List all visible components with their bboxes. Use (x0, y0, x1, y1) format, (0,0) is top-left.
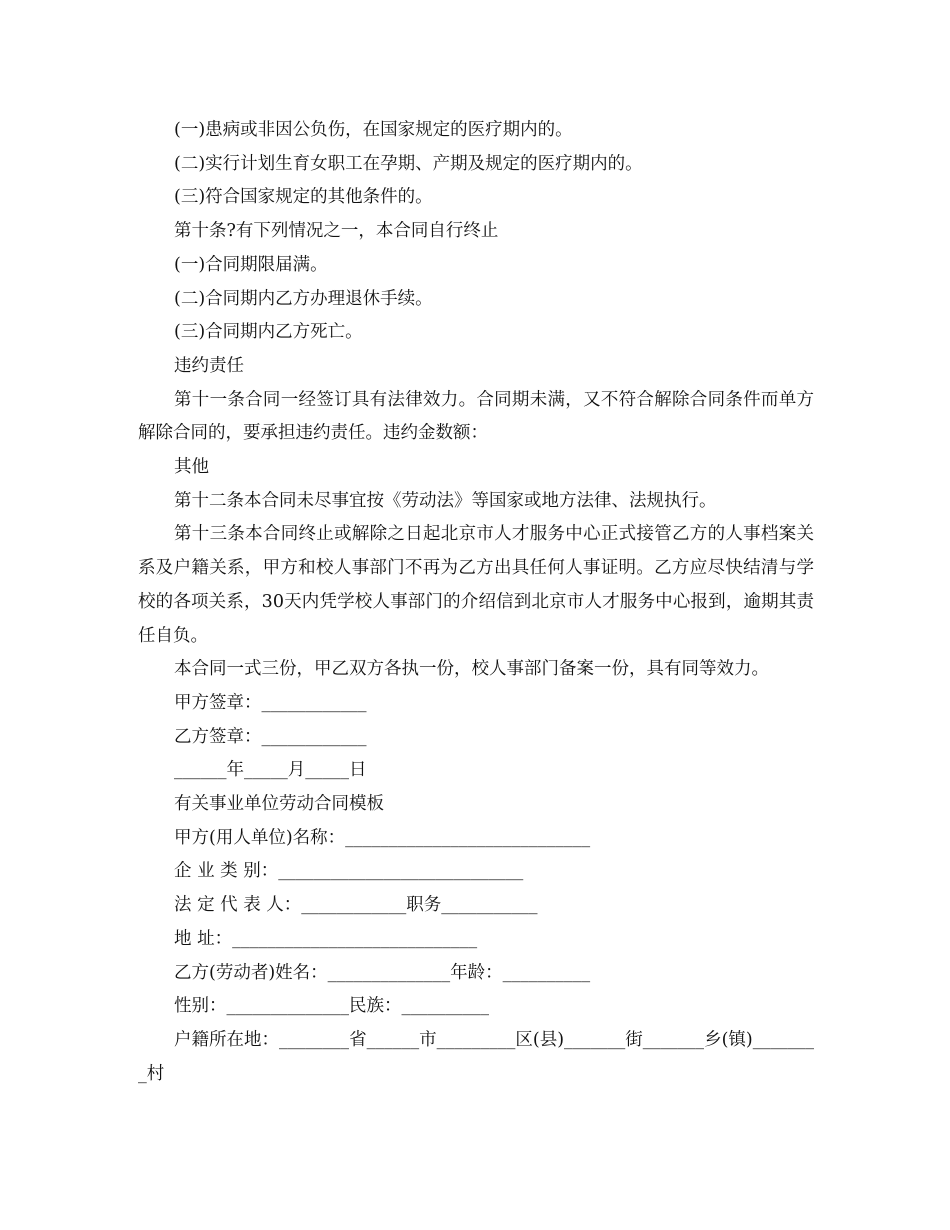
paragraph: (三)符合国家规定的其他条件的。 (174, 187, 433, 208)
form-field-line: 企 业 类 别：____________________________ (174, 861, 524, 882)
signature-line: 乙方签章：____________ (174, 726, 367, 747)
section-heading: 其他 (174, 457, 209, 478)
paragraph: (一)患病或非因公负伤，在国家规定的医疗期内的。 (174, 120, 573, 140)
form-field-line: 地 址：____________________________ (174, 928, 478, 949)
article-heading: 第十条?有下列情况之一，本合同自行终止 (174, 221, 499, 242)
template-title: 有关事业单位劳动合同模板 (174, 794, 384, 815)
form-field-line: 法 定 代 表 人：____________职务___________ (174, 895, 538, 916)
form-field-line: 户籍所在地：________省______市_________区(县)_______街_______乡(镇)________村 (138, 1029, 814, 1084)
date-line: ______年_____月_____日 (174, 760, 367, 781)
paragraph: (一)合同期限届满。 (174, 254, 328, 275)
section-heading: 违约责任 (174, 355, 244, 376)
paragraph: 第十二条本合同未尽事宜按《劳动法》等国家或地方法律、法规执行。 (174, 490, 717, 511)
signature-line: 甲方签章：____________ (174, 692, 367, 713)
paragraph: (二)实行计划生育女职工在孕期、产期及规定的医疗期内的。 (174, 153, 643, 174)
form-field-line: 性别：______________民族：__________ (174, 996, 489, 1017)
paragraph: (二)合同期内乙方办理退休手续。 (174, 288, 433, 309)
form-field-line: 乙方(劳动者)姓名：______________年龄：__________ (174, 962, 591, 983)
paragraph: (三)合同期内乙方死亡。 (174, 322, 363, 343)
form-field-line: 甲方(用人单位)名称：____________________________ (174, 827, 591, 848)
paragraph: 第十三条本合同终止或解除之日起北京市人才服务中心正式接管乙方的人事档案关系及户籍关系，甲方和校人事部门不再为乙方出具任何人事证明。乙方应尽快结清与学校的各项关系，30天内凭学校人事部门的介绍信到北京市人才服务中心报到，逾期其责任自负。 (138, 524, 814, 646)
document-body (138, 114, 814, 1091)
paragraph: 第十一条合同一经签订具有法律效力。合同期未满，又不符合解除合同条件而单方解除合同的，要承担违约责任。违约金数额： (138, 389, 814, 444)
paragraph: 本合同一式三份，甲乙双方各执一份，校人事部门备案一份，具有同等效力。 (174, 659, 769, 680)
